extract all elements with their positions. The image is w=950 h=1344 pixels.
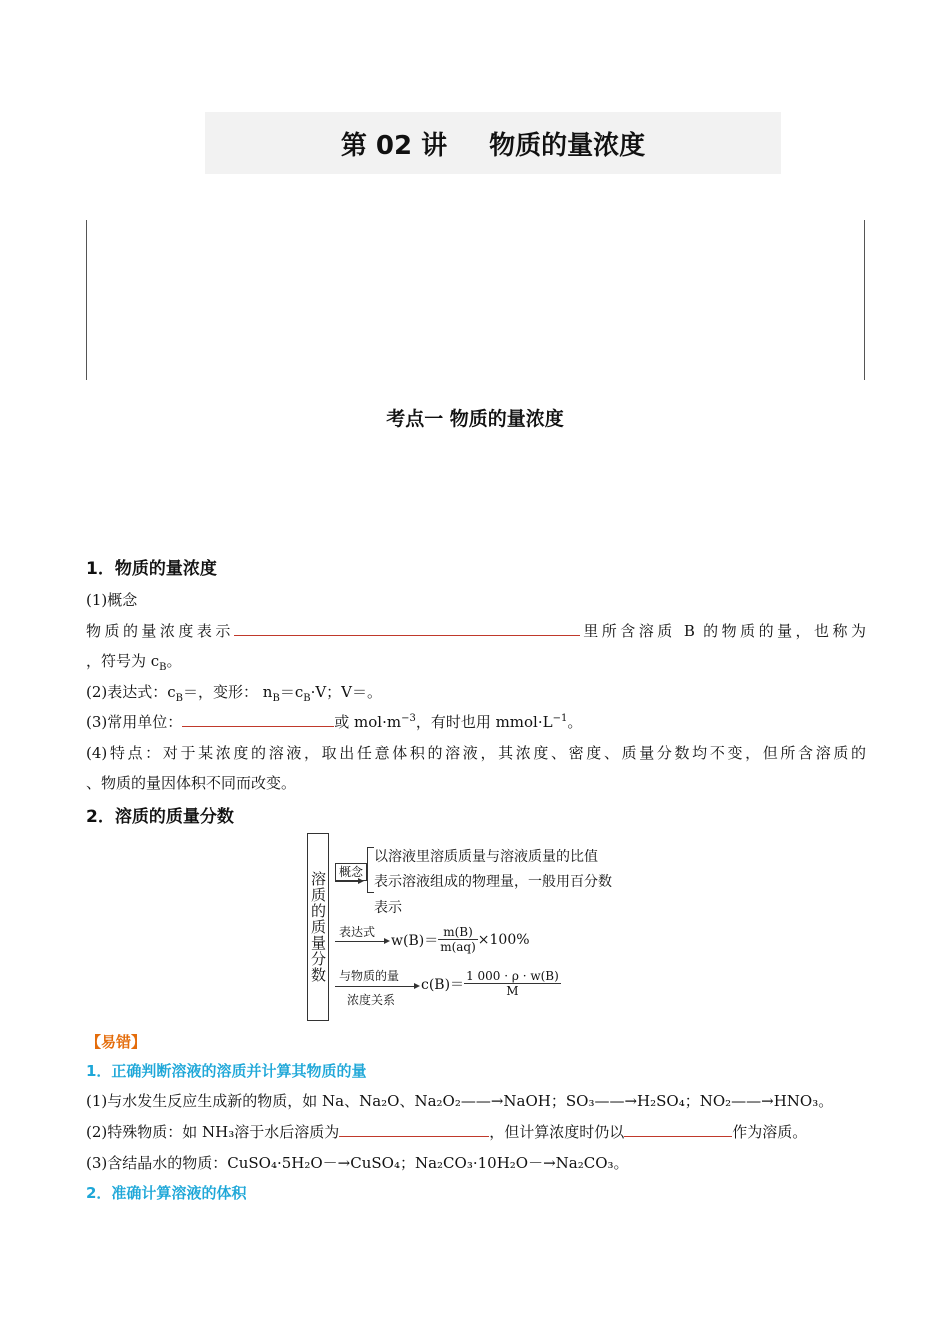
expr-num: m(B): [438, 925, 478, 940]
unit-c: ，有时也用 mmol·L: [415, 713, 553, 731]
diagram-expr-label: 表达式: [339, 925, 376, 939]
expr-left: w(B)＝: [391, 932, 439, 949]
heading-1: 1．物质的量浓度: [86, 559, 217, 579]
err-p2-a: (2)特殊物质：如 NH₃溶于水后溶质为: [86, 1123, 340, 1141]
diagram-expr-formula: [391, 925, 530, 954]
sub-b: B: [159, 662, 167, 673]
rel-arrow-line: [335, 986, 415, 987]
expr-c: ＝c: [279, 683, 304, 701]
section-title: 考点一 物质的量浓度: [386, 408, 564, 430]
expr-den: m(aq): [440, 940, 476, 954]
rel-left: c(B)＝: [421, 976, 465, 993]
fill-blank-3[interactable]: [339, 1122, 489, 1137]
concept-text-b: 里所含溶质 B 的物质的量，也称为: [579, 622, 866, 640]
expr-d: ·V；V＝。: [310, 683, 383, 701]
diagram-concept-line-1: 以溶液里溶质质量与溶液质量的比值: [374, 849, 598, 865]
title-topic: 物质的量浓度: [489, 130, 646, 161]
error-heading-2: 2．准确计算溶液的体积: [86, 1184, 247, 1202]
heading-2: 2．溶质的质量分数: [86, 807, 234, 827]
expr-right: ×100%: [477, 931, 530, 948]
page-title: [205, 112, 781, 174]
diagram-concept-line-3: 表示: [374, 900, 402, 916]
mass-fraction-diagram: [307, 833, 652, 1023]
sub-b: B: [175, 693, 184, 704]
feature-line-1: (4)特点：对于某浓度的溶液，取出任意体积的溶液，其浓度、密度、质量分数均不变，但所含溶质的: [86, 744, 866, 762]
fill-blank-2[interactable]: [182, 712, 334, 727]
error-item-2: [86, 1121, 866, 1142]
expr-a: (2)表达式：c: [86, 683, 176, 701]
expr-b: ＝，变形： n: [183, 683, 273, 701]
diagram-vertical-label: 溶质的质量分数: [307, 833, 329, 1021]
concept-line: [86, 620, 866, 641]
diagram-rel-formula: [421, 969, 561, 998]
unit-a: (3)常用单位：: [86, 713, 183, 731]
concept-label: (1)概念: [86, 591, 138, 609]
error-item-3: (3)含结晶水的物质：CuSO₄·5H₂O－→CuSO₄；Na₂CO₃·10H₂O－→Na₂CO₃。: [86, 1154, 629, 1172]
unit-sup-1: −3: [401, 713, 416, 724]
err-p2-c: 作为溶质。: [732, 1123, 808, 1141]
frame-right-line: [864, 220, 865, 380]
concept-text-a: 物质的量浓度表示: [86, 622, 234, 640]
unit-d: 。: [567, 713, 583, 731]
concept-text-c: ，符号为 c: [86, 652, 160, 670]
sub-b: B: [303, 693, 311, 704]
concept-arrow-line: [335, 881, 359, 882]
rel-num: 1 000 · ρ · w(B): [466, 969, 559, 983]
unit-b: 或 mol·m: [334, 713, 402, 731]
sub-b: B: [272, 693, 280, 704]
title-lecture: 第 02 讲: [340, 130, 448, 161]
fill-blank-4[interactable]: [624, 1122, 732, 1137]
concept-arrow-head: [358, 878, 364, 884]
concept-line-2: [86, 650, 866, 673]
error-item-1: (1)与水发生反应生成新的物质，如 Na、Na₂O、Na₂O₂——→NaOH；SO₃——→H₂SO₄；NO₂——→HNO₃。: [86, 1092, 834, 1110]
concept-brace: [367, 847, 374, 893]
diagram-concept-label: 概念: [335, 863, 367, 881]
expression-line: [86, 681, 866, 704]
error-heading-1: 1．正确判断溶液的溶质并计算其物质的量: [86, 1062, 367, 1080]
frame-left-line: [86, 220, 87, 380]
rel-fraction: [464, 969, 561, 998]
rel-arrow-head: [414, 983, 420, 989]
yicuo-label: 【易错】: [86, 1033, 147, 1051]
rel-den: M: [506, 984, 519, 998]
expr-fraction: [438, 925, 478, 954]
unit-sup-2: −1: [552, 713, 568, 724]
feature-line-2: 、物质的量因体积不同而改变。: [86, 774, 297, 792]
concept-end: 。: [166, 652, 182, 670]
diagram-rel-label-2: 浓度关系: [347, 993, 396, 1007]
fill-blank-1[interactable]: [234, 621, 580, 636]
diagram-rel-label-1: 与物质的量: [339, 969, 400, 983]
expr-arrow-line: [335, 941, 385, 942]
diagram-concept-line-2: 表示溶液组成的物理量，一般用百分数: [374, 874, 612, 890]
unit-line: [86, 711, 866, 732]
err-p2-b: ，但计算浓度时仍以: [489, 1123, 625, 1141]
expr-arrow-head: [384, 938, 390, 944]
